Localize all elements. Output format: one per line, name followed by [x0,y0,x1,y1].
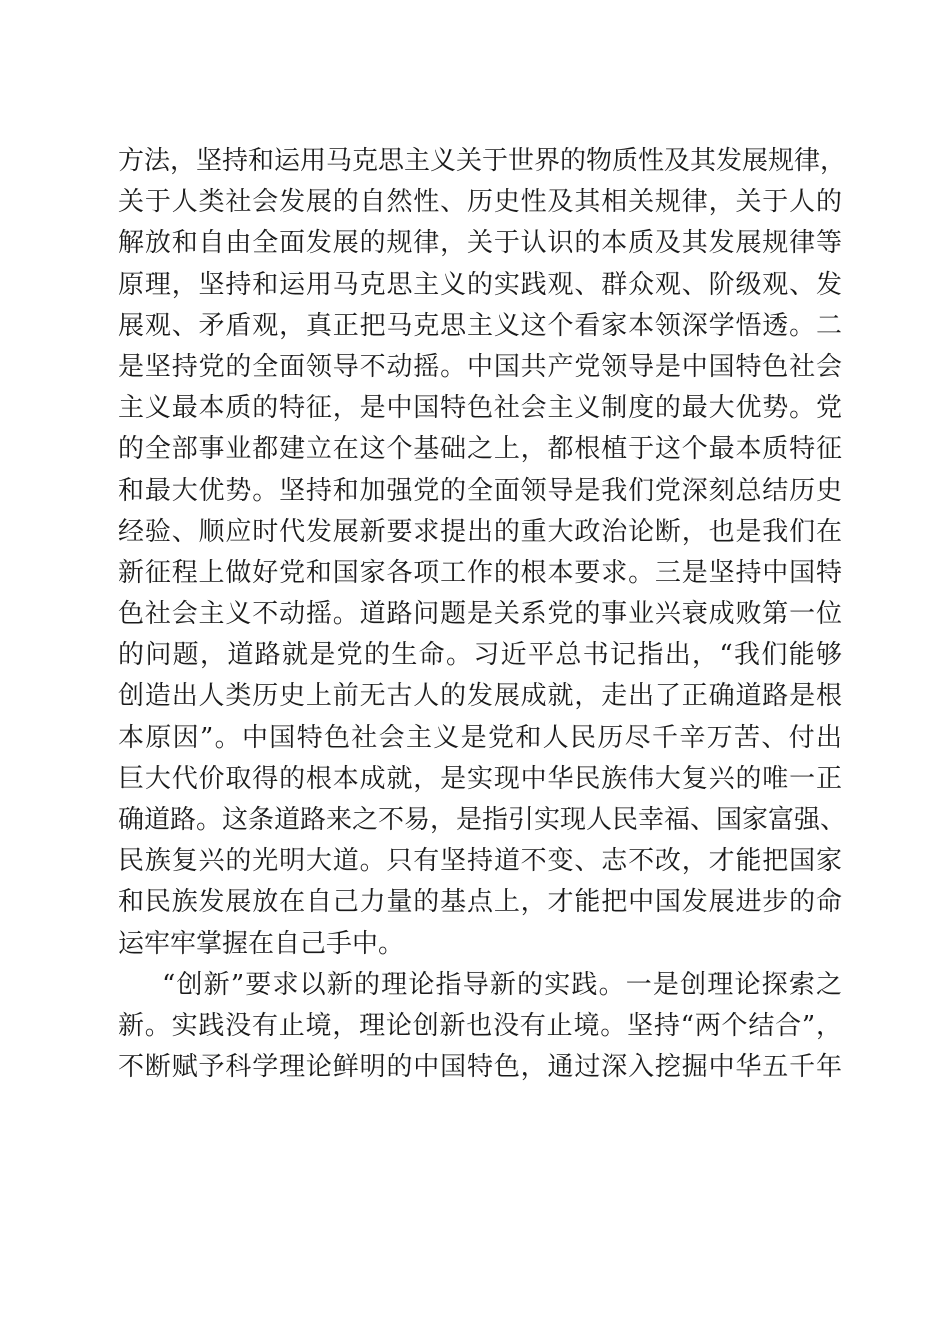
text-line: 色社会主义不动摇。道路问题是关系党的事业兴衰成败第一位 [118,599,842,630]
paragraph-first-line: “创新”要求以新的理论指导新的实践。一是创理论探索之 [162,969,842,1000]
text-line: 确道路。这条道路来之不易，是指引实现人民幸福、国家富强、 [118,805,847,835]
text-line: 原理，坚持和运用马克思主义的实践观、群众观、阶级观、发 [118,269,842,300]
text-line: 方法，坚持和运用马克思主义关于世界的物质性及其发展规律， [118,146,847,176]
text-line: 展观、矛盾观，真正把马克思主义这个看家本领深学悟透。二 [118,310,842,341]
text-line: 不断赋予科学理论鲜明的中国特色，通过深入挖掘中华五千年 [118,1052,842,1083]
text-line: 解放和自由全面发展的规律，关于认识的本质及其发展规律等 [118,228,842,259]
text-line: 的全部事业都建立在这个基础之上，都根植于这个最本质特征 [118,434,842,465]
text-line: 主义最本质的特征，是中国特色社会主义制度的最大优势。党 [118,393,842,424]
text-line: 新。实践没有止境，理论创新也没有止境。坚持“两个结合”， [118,1010,842,1041]
text-line: 和最大优势。坚持和加强党的全面领导是我们党深刻总结历史 [118,475,842,506]
text-line: 新征程上做好党和国家各项工作的根本要求。三是坚持中国特 [118,557,842,588]
text-line: 民族复兴的光明大道。只有坚持道不变、志不改，才能把国家 [118,846,842,877]
text-line: 巨大代价取得的根本成就，是实现中华民族伟大复兴的唯一正 [118,763,842,794]
text-line: 关于人类社会发展的自然性、历史性及其相关规律，关于人的 [118,187,842,218]
text-line: 是坚持党的全面领导不动摇。中国共产党领导是中国特色社会 [118,351,842,382]
text-line: 创造出人类历史上前无古人的发展成就，走出了正确道路是根 [118,681,842,712]
body-text [118,141,847,1088]
text-line: 运牢牢掌握在自己手中。 [118,928,405,959]
text-line: 的问题，道路就是党的生命。习近平总书记指出，“我们能够 [118,640,842,671]
text-line: 经验、顺应时代发展新要求提出的重大政治论断，也是我们在 [118,516,842,547]
text-line: 和民族发展放在自己力量的基点上，才能把中国发展进步的命 [118,887,842,918]
text-line: 本原因”。中国特色社会主义是党和人民历尽千辛万苦、付出 [118,722,842,753]
